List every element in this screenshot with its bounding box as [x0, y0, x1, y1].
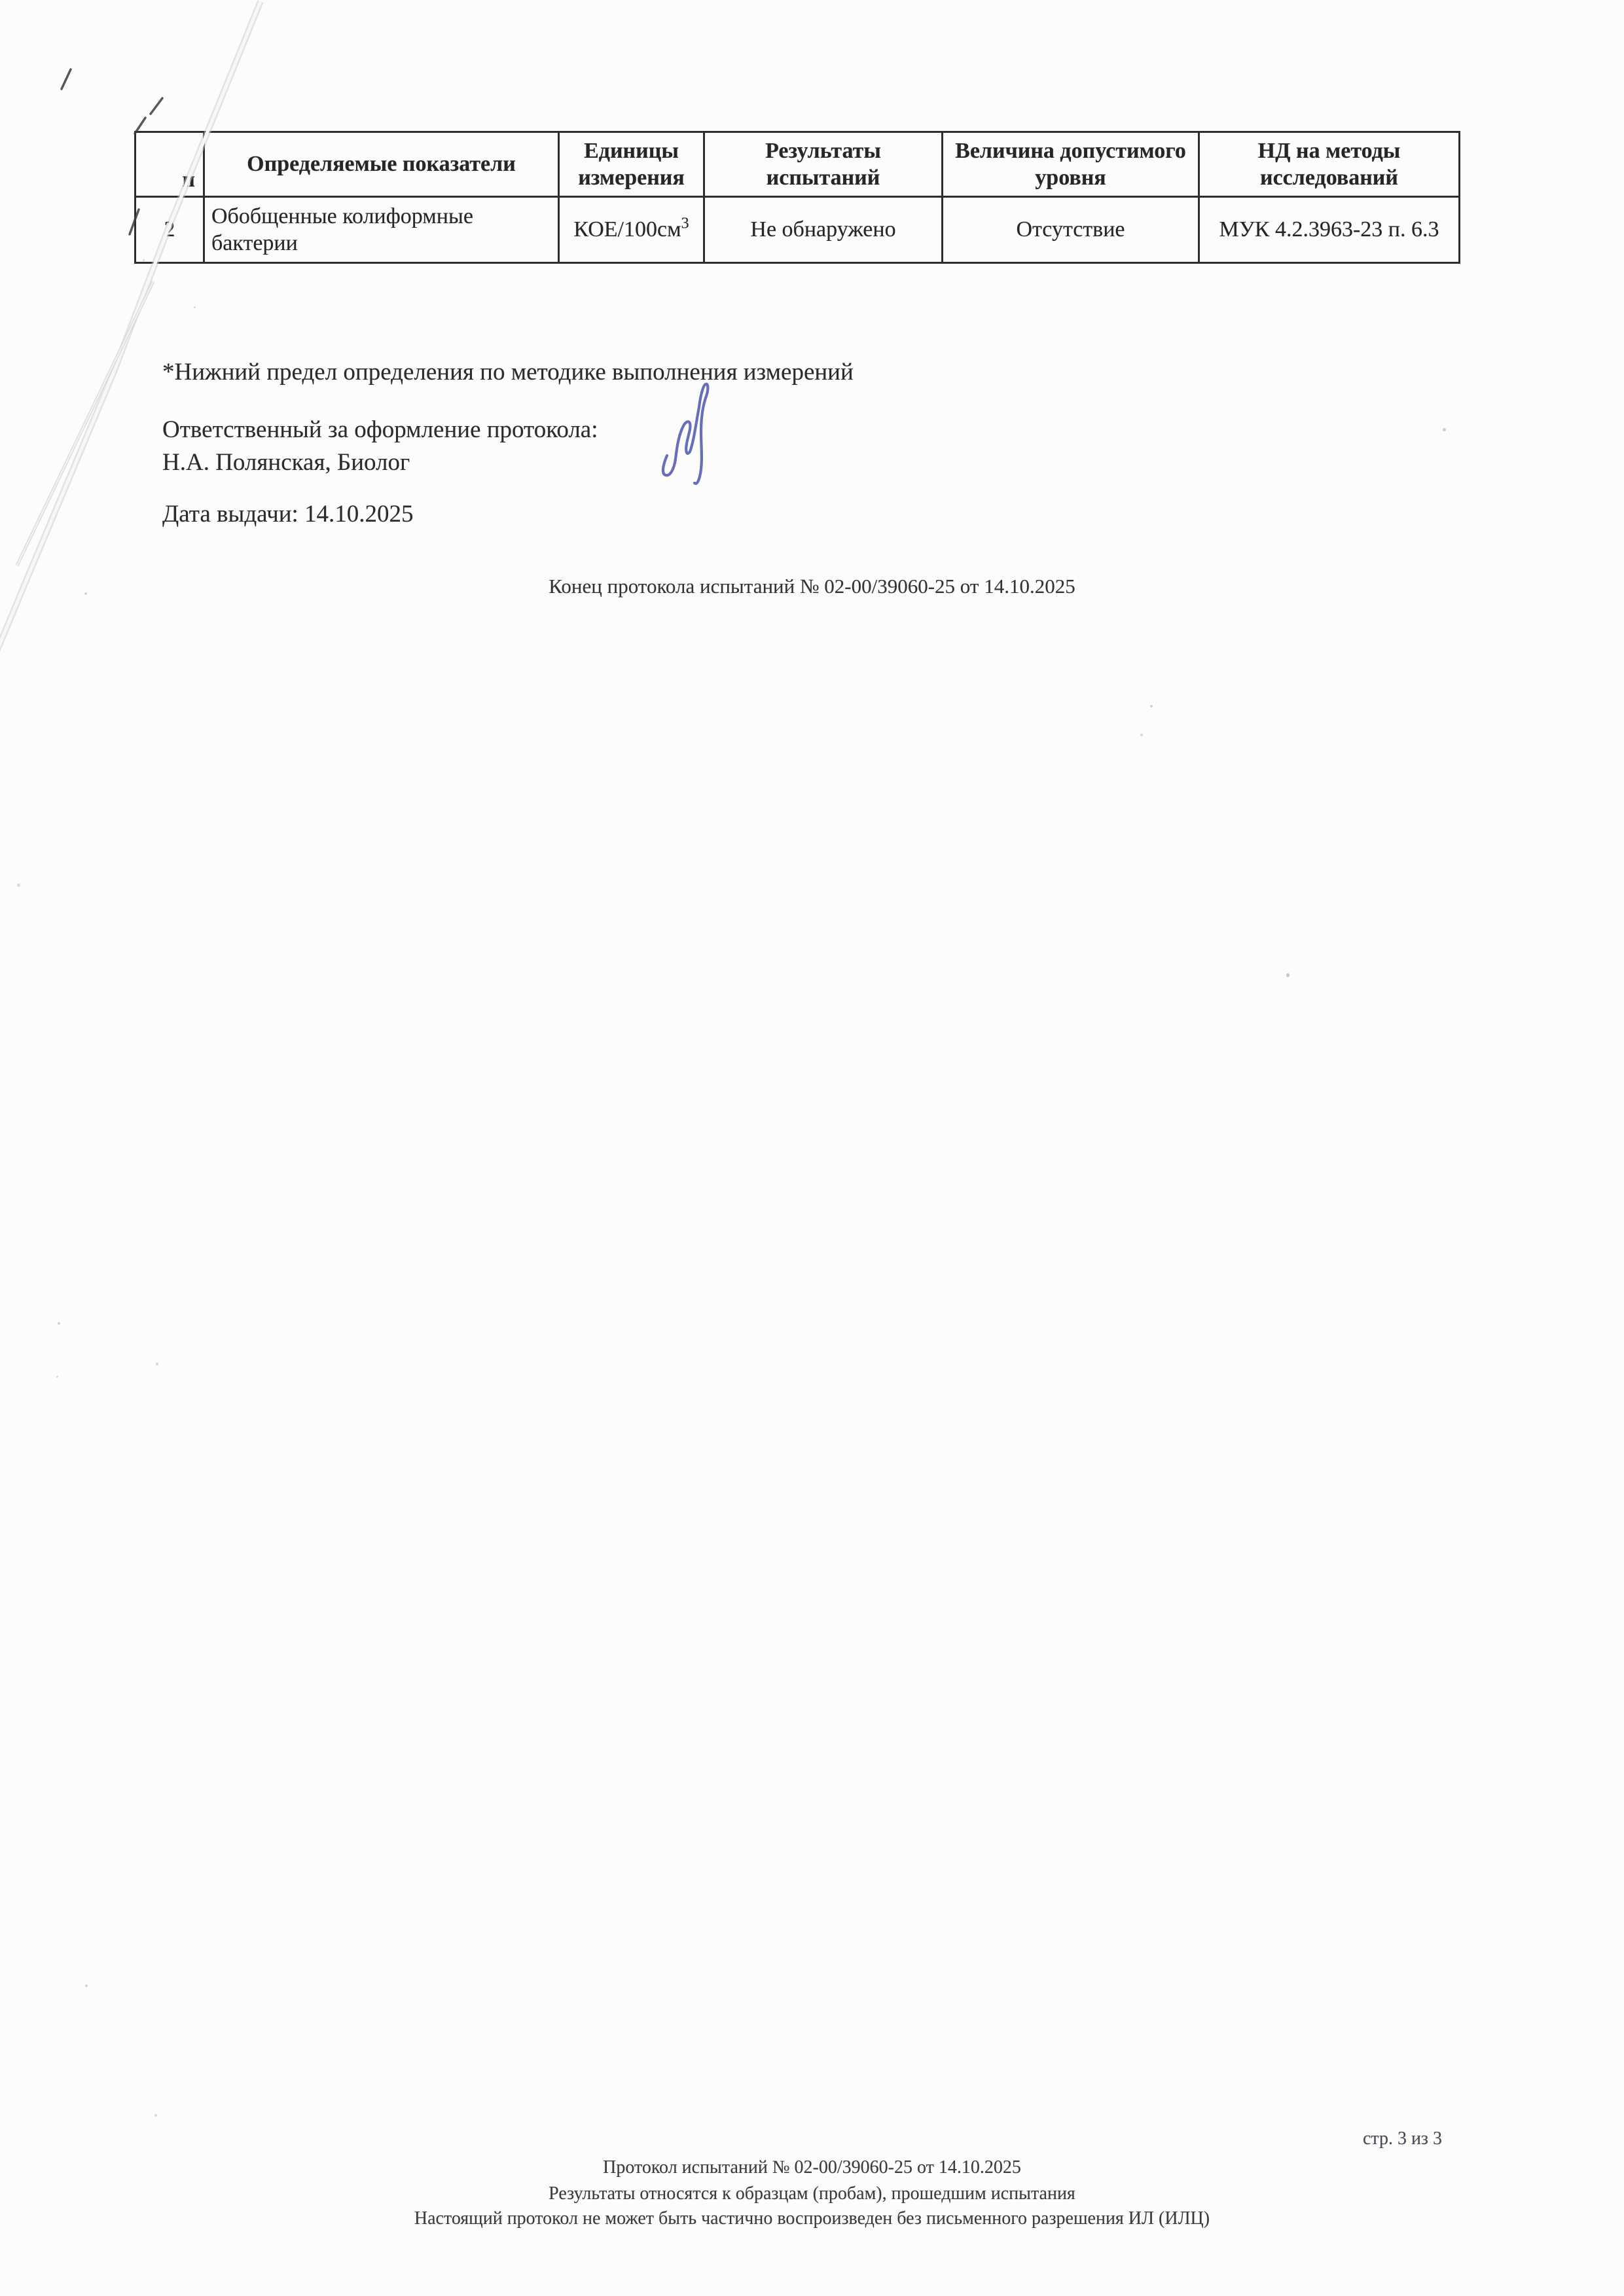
scan-speck — [58, 1322, 60, 1325]
cell-method-doc: МУК 4.2.3963-23 п. 6.3 — [1199, 197, 1460, 263]
scan-speck — [1140, 734, 1143, 736]
footnote-lower-limit: *Нижний предел определения по методике выполнения измерений — [162, 359, 854, 386]
footer-protocol-ref: Протокол испытаний № 02-00/39060-25 от 14.10.2025 — [603, 2157, 1021, 2178]
unit-superscript: 3 — [681, 215, 689, 232]
cell-result: Не обнаружено — [704, 197, 943, 263]
scan-speck — [194, 306, 196, 308]
handwritten-signature — [658, 378, 718, 491]
scan-speck — [1443, 428, 1446, 431]
scan-speck — [143, 259, 145, 261]
cell-allowed-level: Отсутствие — [943, 197, 1199, 263]
col-header-method-doc: НД на методы исследований — [1199, 132, 1460, 197]
scan-speck — [1286, 973, 1290, 977]
end-of-protocol-line: Конец протокола испытаний № 02-00/39060-25 от 14.10.2025 — [549, 575, 1075, 598]
col-header-allowed-level: Величина допустимого уровня — [943, 132, 1199, 197]
table-row — [135, 197, 1460, 263]
col-header-indicator: Определяемые показатели — [204, 132, 559, 197]
responsible-name: Н.А. Полянская, Биолог — [162, 449, 410, 476]
issue-date: Дата выдачи: 14.10.2025 — [162, 501, 414, 528]
row-number: 2 — [135, 197, 204, 263]
results-table — [134, 131, 1460, 264]
cell-indicator: Обобщенные колиформные бактерии — [204, 197, 559, 263]
scan-speck — [84, 592, 87, 595]
page-marker: стр. 3 из 3 — [1362, 2128, 1442, 2149]
col-header-num: п — [135, 132, 204, 197]
scan-speck — [85, 1984, 88, 1987]
scan-speck — [17, 884, 20, 887]
footer-samples-note: Результаты относятся к образцам (пробам), прошедшим испытания — [549, 2183, 1075, 2204]
responsible-label: Ответственный за оформление протокола: — [162, 416, 598, 443]
col-header-units: Единицы измерения — [559, 132, 704, 197]
col-header-results: Результаты испытаний — [704, 132, 943, 197]
scan-speck — [154, 2114, 157, 2117]
scan-speck — [56, 1376, 58, 1378]
scan-speck — [156, 1363, 158, 1365]
cell-units — [559, 197, 704, 263]
unit-base: КОЕ/100см — [573, 217, 681, 242]
footer-reproduction-note: Настоящий протокол не может быть частично воспроизведен без письменного разрешения ИЛ (ИЛЦ) — [414, 2208, 1210, 2229]
scan-speck — [1150, 705, 1153, 708]
table-header-row — [135, 132, 1460, 197]
